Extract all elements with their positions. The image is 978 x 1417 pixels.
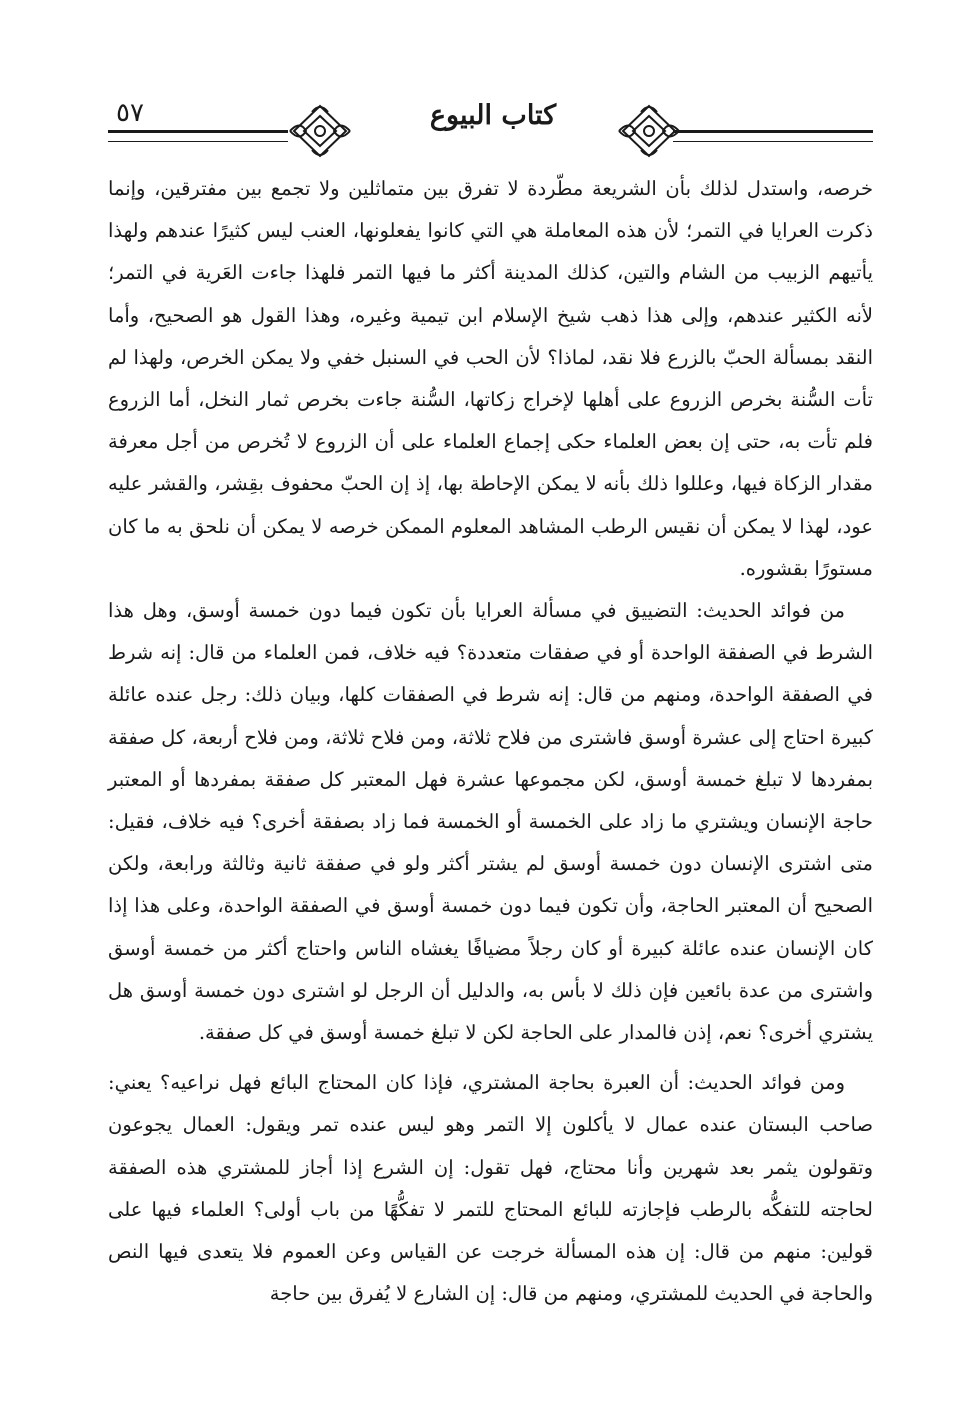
paragraph-3: ومن فوائد الحديث: أن العبرة بحاجة المشتري، فإذا كان المحتاج البائع فهل نراعيه؟ يعني: صاحب البستان عنده عمال لا يأكلون إلا التمر وهو ليس عنده تمر ويقول: العمال يجوعون وتقولون يثمر بعد شهرين وأنا محتاج، فهل تقول: إن الشرع إذا أجاز للمشتري هذه الصفقة لحاجته للتفكُّه بالرطب فإجازته للبائع المحتاج للتمر لا تفكُّهًا من باب أولى؟ العلماء فيها على قولين: منهم من قال: إن هذه المسألة خرجت عن القياس وعن العموم فلا يتعدى فيها النص والحاجة في الحديث للمشتري، ومنهم من قال: إن الشارع لا يُفرق بين حاجة: [108, 1071, 873, 1306]
ornament-left-icon: [286, 102, 354, 160]
header-rule-right: [673, 130, 873, 142]
paragraph-1: خرصه، واستدل لذلك بأن الشريعة مطّردة لا تفرق بين متماثلين ولا تجمع بين مفترقين، وإنما ذكرت العرايا في التمر؛ لأن هذه المعاملة هي التي كانوا يفعلونها، العنب ليس كثيرًا عندهم ولهذا يأتيهم الزبيب من الشام والتين، كذلك المدينة أكثر ما فيها التمر فلهذا جاءت العَرية في التمر؛ لأنه الكثير عندهم، وإلى هذا ذهب شيخ الإسلام ابن تيمية وغيره، وهذا القول هو الصحيح، وأما النقد بمسألة الحبّ بالزرع فلا نقد، لماذا؟ لأن الحب في السنبل خفي ولا يمكن الخرص، ولهذا لم تأت السُّنة بخرص الزروع على أهلها لإخراج زكاتها، السُّنة جاءت بخرص ثمار النخل، أما الزروع فلم تأت به، حتى إن بعض العلماء حكى إجماع العلماء على أن الزروع لا تُخرص من أجل معرفة مقدار الزكاة فيها، وعللوا ذلك بأنه لا يمكن الإحاطة بها، إذ إن الحبّ محفوف بقِشر، والقشر عليه عود، لهذا لا يمكن أن نقيس الرطب المشاهد المعلوم الممكن خرصه لا يمكن أن نلحق به ما كان مستورًا بقشوره.: [108, 177, 873, 580]
main-text: [108, 168, 873, 1315]
ornament-right-icon: [615, 102, 683, 160]
page-number: ٥٧: [116, 98, 144, 128]
paragraph-2: من فوائد الحديث: التضييق في مسألة العرايا بأن تكون فيما دون خمسة أوسق، وهل هذا الشرط في الصفقة الواحدة أو في صفقات متعددة؟ فيه خلاف، فمن العلماء من قال: إنه شرط في الصفقة الواحدة، ومنهم من قال: إنه شرط في الصفقات كلها، وبيان ذلك: رجل عنده عائلة كبيرة احتاج إلى عشرة أوسق فاشترى من فلاح ثلاثة، ومن فلاح ثلاثة، ومن فلاح أربعة، كل صفقة بمفردها لا تبلغ خمسة أوسق، لكن مجموعها عشرة فهل المعتبر كل صفقة بمفردها أو المعتبر حاجة الإنسان ويشتري ما زاد على الخمسة أو الخمسة فما زاد بصفقة أخرى؟ فيه خلاف، فقيل: متى اشترى الإنسان دون خمسة أوسق لم يشتر أكثر ولو في صفقة ثانية وثالثة ورابعة، ولكن الصحيح أن المعتبر الحاجة، وأن تكون فيما دون خمسة أوسق في الصفقة الواحدة، وعلى هذا إذا كان الإنسان عنده عائلة كبيرة أو كان رجلاً مضيافًا يغشاه الناس واحتاج أكثر من خمسة أوسق واشترى من عدة بائعين فإن ذلك لا بأس به، والدليل أن الرجل لو اشترى دون خمسة أوسق هل يشتري أخرى؟ نعم، إذن فالمدار على الحاجة لكن لا تبلغ خمسة أوسق في كل صفقة.: [108, 599, 873, 1045]
book-title: كتاب البيوع: [429, 100, 557, 131]
page-header: [108, 96, 873, 162]
header-rule-left: [108, 130, 288, 142]
